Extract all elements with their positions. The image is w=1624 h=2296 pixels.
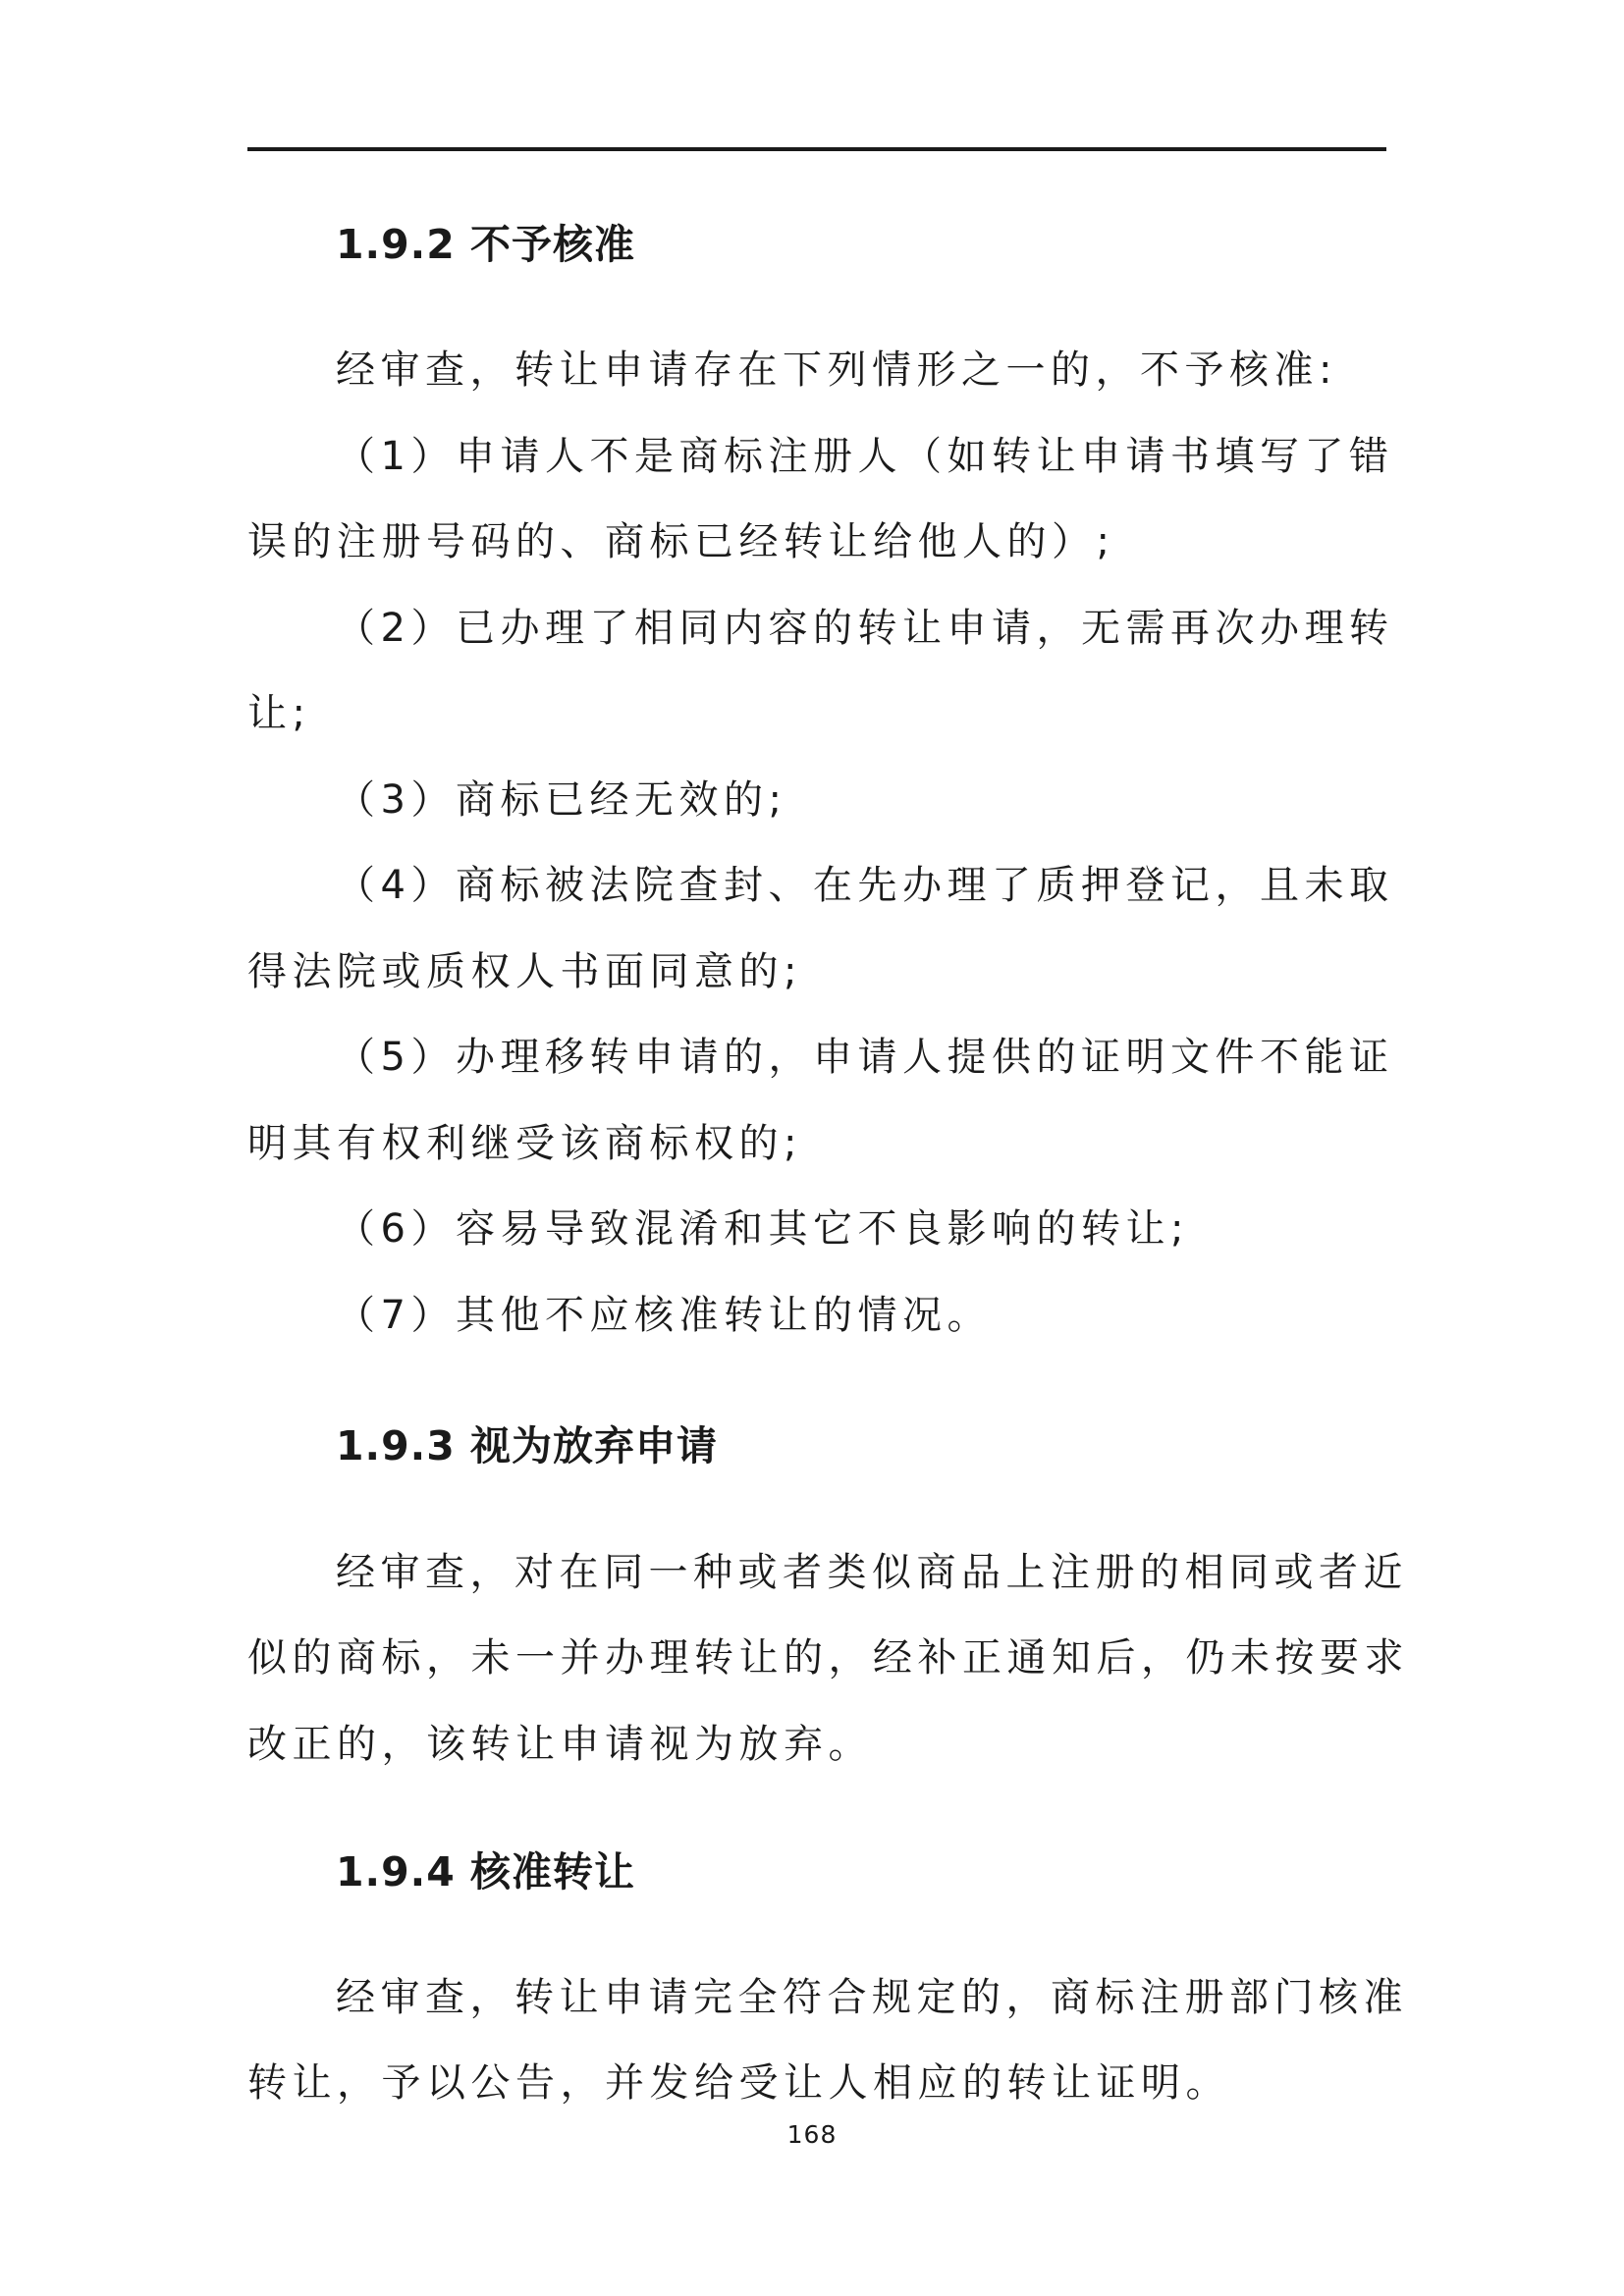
list-item-line: （3）商标已经无效的; <box>336 777 787 823</box>
section-heading-1-9-3: 1.9.3 视为放弃申请 <box>336 1422 719 1469</box>
list-item-line: 误的注册号码的、商标已经转让给他人的）; <box>247 519 1115 564</box>
list-item-line: （2）已办理了相同内容的转让申请，无需再次办理转 <box>336 606 1394 651</box>
paragraph-line: 改正的，该转让申请视为放弃。 <box>247 1722 873 1767</box>
list-item-line: 明其有权利继受该商标权的; <box>247 1121 802 1166</box>
header-rule <box>247 147 1386 151</box>
list-item-line: （1）申请人不是商标注册人（如转让申请书填写了错 <box>336 434 1394 479</box>
paragraph-line: 经审查，转让申请完全符合规定的，商标注册部门核准 <box>336 1975 1408 2020</box>
page-number: 168 <box>786 2120 838 2149</box>
list-item-line: （4）商标被法院查封、在先办理了质押登记，且未取 <box>336 863 1394 908</box>
section-heading-1-9-2: 1.9.2 不予核准 <box>336 221 636 268</box>
paragraph-line: 经审查，对在同一种或者类似商品上注册的相同或者近 <box>336 1550 1408 1595</box>
paragraph-line: 经审查，转让申请存在下列情形之一的，不予核准: <box>336 347 1337 393</box>
list-item-line: （7）其他不应核准转让的情况。 <box>336 1293 992 1338</box>
list-item-line: （5）办理移转申请的，申请人提供的证明文件不能证 <box>336 1035 1394 1080</box>
list-item-line: 让; <box>247 691 311 736</box>
list-item-line: 得法院或质权人书面同意的; <box>247 949 802 994</box>
list-item-line: （6）容易导致混淆和其它不良影响的转让; <box>336 1206 1189 1252</box>
paragraph-line: 转让，予以公告，并发给受让人相应的转让证明。 <box>247 2060 1230 2106</box>
section-heading-1-9-4: 1.9.4 核准转让 <box>336 1848 636 1896</box>
paragraph-line: 似的商标，未一并办理转让的，经补正通知后，仍未按要求 <box>247 1635 1409 1681</box>
